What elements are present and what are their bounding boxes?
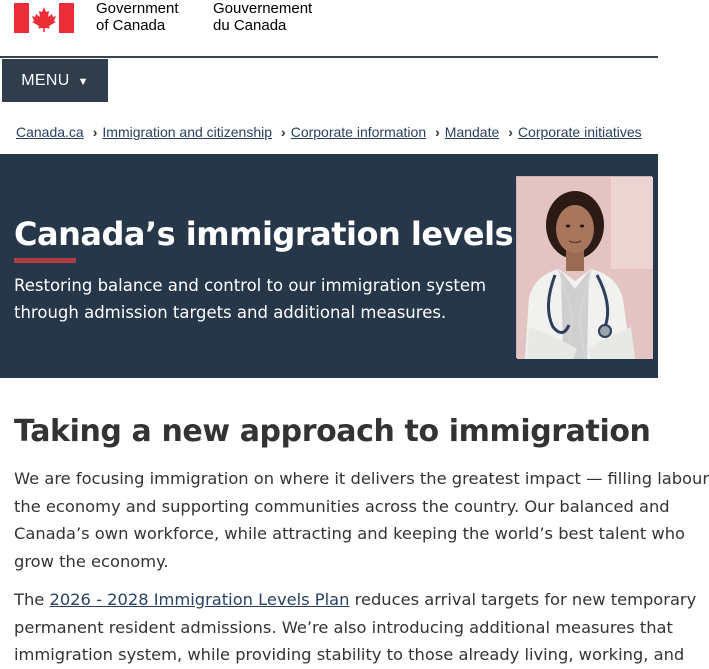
signature-en-line1: Government bbox=[96, 0, 179, 17]
intro-paragraph bbox=[14, 465, 709, 575]
government-of-canada-signature[interactable] bbox=[96, 0, 179, 34]
levels-plan-prefix: The bbox=[14, 590, 50, 609]
intro-line-4: grow the economy. bbox=[14, 551, 169, 571]
page-title: Canada’s immigration levels bbox=[14, 215, 514, 253]
header-divider bbox=[0, 56, 658, 58]
breadcrumb-corporate-information[interactable]: Corporate information bbox=[290, 124, 427, 140]
breadcrumb-corporate-initiatives[interactable]: Corporate initiatives bbox=[517, 124, 642, 140]
signature-en-line2: of Canada bbox=[96, 17, 166, 34]
hero-subtitle bbox=[14, 272, 504, 326]
menu-label: MENU bbox=[21, 71, 70, 89]
levels-plan-paragraph bbox=[14, 586, 697, 669]
hero-subtitle-line1: Restoring balance and control to our immigration system bbox=[14, 276, 487, 295]
levels-plan-link[interactable]: 2026 - 2028 Immigration Levels Plan bbox=[49, 590, 350, 609]
breadcrumb-separator-icon: › bbox=[281, 124, 286, 140]
breadcrumb-mandate[interactable]: Mandate bbox=[444, 124, 500, 140]
menu-button[interactable] bbox=[2, 59, 108, 102]
canada-flag-icon[interactable] bbox=[14, 3, 74, 33]
breadcrumb-separator-icon: › bbox=[435, 124, 440, 140]
intro-line-3: Canada’s own workforce, while attracting and keeping the world’s best talent who bbox=[14, 524, 685, 543]
doctor-illustration bbox=[517, 177, 653, 359]
signature-fr-line1: Gouvernement bbox=[213, 0, 313, 17]
title-accent-bar bbox=[14, 258, 76, 263]
signature-fr-line2: du Canada bbox=[213, 17, 287, 34]
breadcrumb-separator-icon: › bbox=[508, 124, 513, 140]
levels-plan-line-3: immigration system, while providing stability to those already living, working, and bbox=[14, 645, 685, 664]
breadcrumb-canada-ca[interactable]: Canada.ca bbox=[16, 124, 84, 140]
chevron-down-icon: ▼ bbox=[77, 75, 89, 88]
intro-line-1: We are focusing immigration on where it delivers the greatest impact — filling labour bbox=[14, 469, 709, 488]
breadcrumb bbox=[16, 124, 642, 140]
gouvernement-du-canada-signature[interactable] bbox=[213, 0, 312, 34]
breadcrumb-separator-icon: › bbox=[92, 124, 98, 140]
hero-subtitle-line2: through admission targets and additional measures. bbox=[14, 303, 447, 322]
levels-plan-line-2: permanent resident admissions. We’re also introducing additional measures that bbox=[14, 617, 673, 637]
intro-line-2: the economy and supporting communities across the country. Our balanced and bbox=[14, 496, 670, 516]
section-heading: Taking a new approach to immigration bbox=[14, 414, 651, 449]
hero-photo-doctor bbox=[516, 176, 652, 358]
levels-plan-line1-suffix: reduces arrival targets for new temporary bbox=[349, 590, 697, 609]
gc-header bbox=[0, 0, 658, 56]
hero-banner bbox=[0, 154, 658, 378]
breadcrumb-immigration-citizenship[interactable]: Immigration and citizenship bbox=[102, 124, 273, 140]
